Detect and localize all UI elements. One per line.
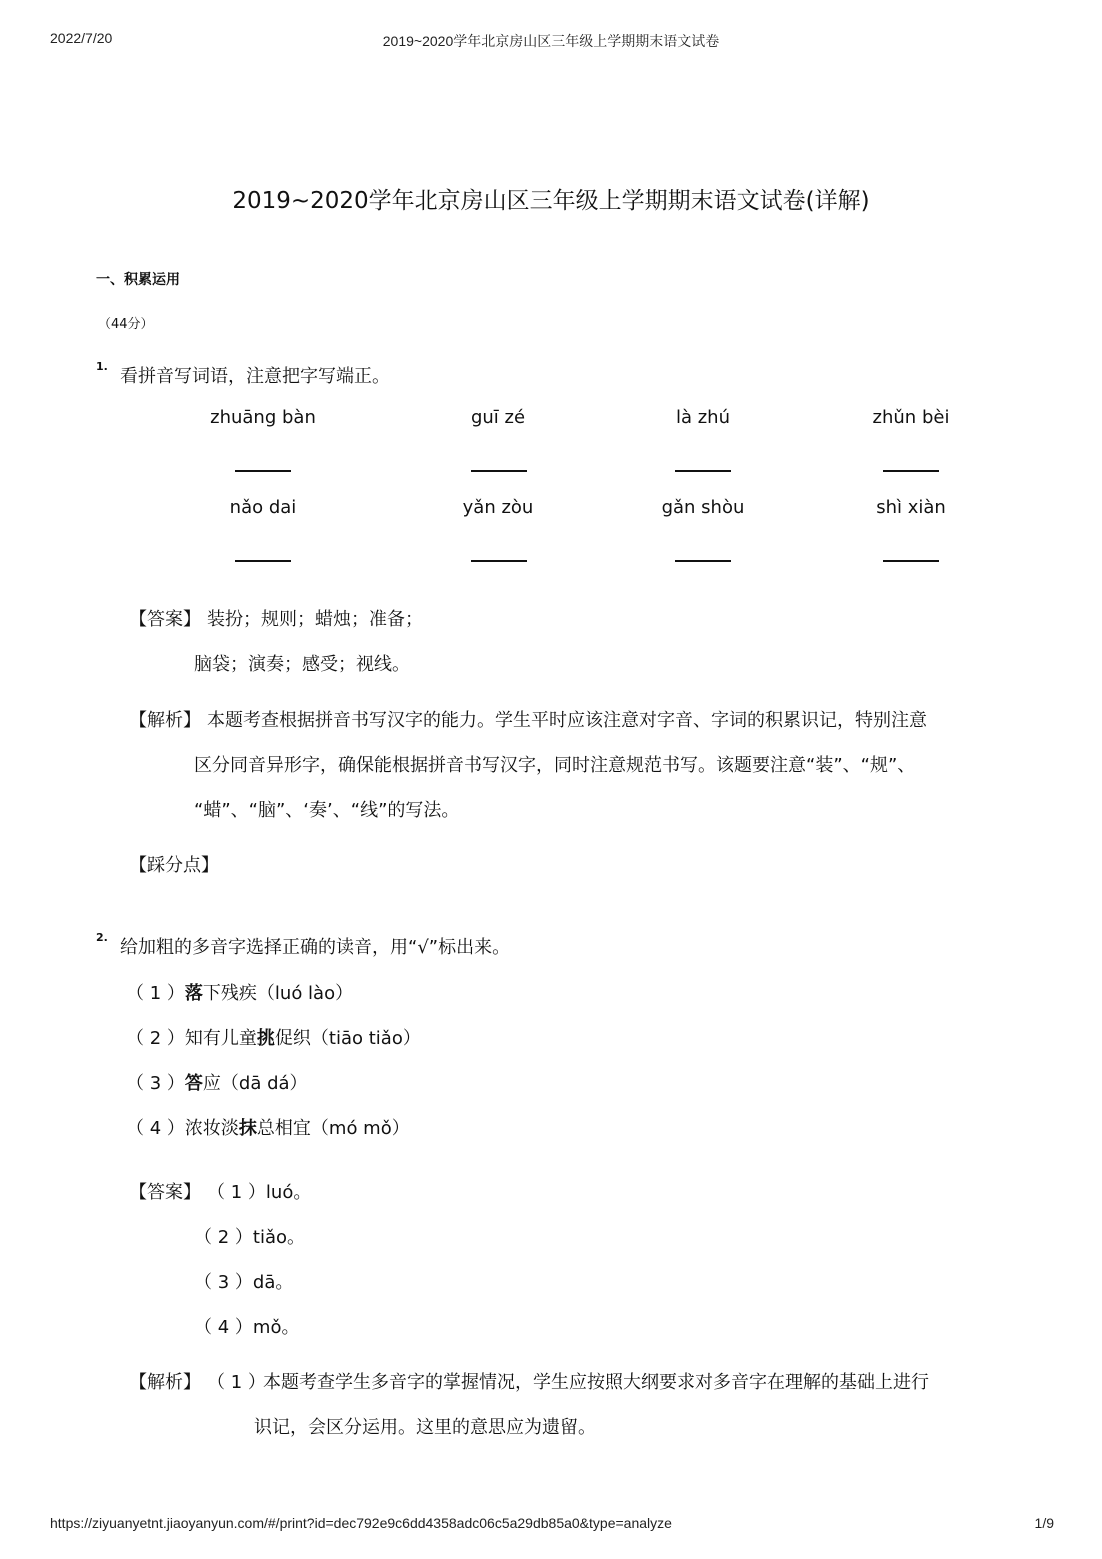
analysis-line-1: 本题考查根据拼音书写汉字的能力。学生平时应该注意对字音、字词的积累识记，特别注意 [207,710,927,731]
answer-text: tiǎo。 [252,1227,306,1248]
answer-2-4 [194,1313,299,1339]
analysis-label-2: 【解析】 [129,1372,201,1393]
answer-number: （ 1 ） [207,1182,266,1203]
pinyin-5: nǎo dai [229,497,297,518]
question-number-1: 1. [96,360,108,373]
print-date: 2022/7/20 [50,30,113,46]
scoring-points-label: 【踩分点】 [129,855,219,876]
page-title: 2019~2020学年北京房山区三年级上学期期末语文试卷(详解) [232,188,870,214]
pinyin-6: yǎn zòu [462,497,534,518]
answer-line-1: 装扮；规则；蜡烛；准备； [207,609,423,630]
analysis-2-line-2: 识记，会区分运用。这里的意思应为遗留。 [254,1417,596,1438]
subquestion-post: 总相宜（mó mǒ） [256,1118,410,1139]
subquestion-4 [126,1114,410,1140]
pinyin-8: shì xiàn [876,497,946,518]
subquestion-post: 下残疾（luó lào） [202,983,354,1004]
subquestion-1 [126,979,353,1005]
subquestion-number: （ 1 ） [126,983,185,1004]
answer-blank [235,560,291,562]
polyphone-char: 挑 [256,1028,275,1049]
answer-text: dā。 [252,1272,294,1293]
page-number: 1/9 [1034,1515,1054,1531]
subquestion-post: 促织（tiāo tiǎo） [274,1028,421,1049]
pinyin-2: guī zé [470,407,526,428]
subquestion-3 [126,1069,308,1095]
answer-2-2 [194,1223,305,1249]
answer-blank [235,470,291,472]
subquestion-post: 应（dā dá） [202,1073,308,1094]
answer-label-2: 【答案】 [129,1182,201,1203]
print-doc-title: 2019~2020学年北京房山区三年级上学期期末语文试卷 [382,33,720,49]
section-score: （44分） [98,317,154,332]
subquestion-2 [126,1024,421,1050]
subquestion-number: （ 3 ） [126,1073,185,1094]
answer-blank [883,560,939,562]
polyphone-char: 抹 [238,1118,257,1139]
polyphone-char: 答 [184,1073,203,1094]
question-prompt-2: 给加粗的多音字选择正确的读音，用“√”标出来。 [120,937,511,958]
section-heading: 一、积累运用 [96,272,180,288]
answer-2-3 [194,1268,293,1294]
analysis-2-line-1: 本题考查学生多音字的掌握情况，学生应按照大纲要求对多音字在理解的基础上进行 [263,1372,929,1393]
answer-blank [675,470,731,472]
source-url: https://ziyuanyetnt.jiaoyanyun.com/#/print?id=dec792e9c6dd4358adc06c5a29db85a0&type=analyze [50,1515,672,1531]
subquestion-pre: 浓妆淡 [184,1118,239,1139]
analysis-line-3: “蜡”、“脑”、‘奏’、“线”的写法。 [194,800,460,821]
answer-blank [471,470,527,472]
answer-text: mǒ。 [252,1317,300,1338]
answer-blank [471,560,527,562]
answer-number: （ 2 ） [194,1227,253,1248]
subquestion-number: （ 4 ） [126,1118,185,1139]
question-prompt-1: 看拼音写词语，注意把字写端正。 [120,366,390,387]
answer-blank [675,560,731,562]
answer-number: （ 4 ） [194,1317,253,1338]
pinyin-7: gǎn shòu [661,497,745,518]
subquestion-pre: 知有儿童 [184,1028,257,1049]
analysis-line-2: 区分同音异形字，确保能根据拼音书写汉字，同时注意规范书写。该题要注意“装”、“规”、 [194,755,916,776]
question-number-2: 2. [96,931,108,944]
answer-number: （ 3 ） [194,1272,253,1293]
answer-label-1: 【答案】 [129,609,201,630]
answer-text: luó。 [265,1182,312,1203]
polyphone-char: 落 [184,983,203,1004]
answer-2-1 [207,1178,311,1204]
pinyin-1: zhuāng bàn [210,407,316,428]
subquestion-number: （ 2 ） [126,1028,185,1049]
answer-line-2: 脑袋；演奏；感受；视线。 [194,654,410,675]
analysis-number: （ 1 ） [207,1372,266,1393]
pinyin-3: là zhú [675,407,731,428]
analysis-label-1: 【解析】 [129,710,201,731]
pinyin-4: zhǔn bèi [872,407,950,428]
answer-blank [883,470,939,472]
